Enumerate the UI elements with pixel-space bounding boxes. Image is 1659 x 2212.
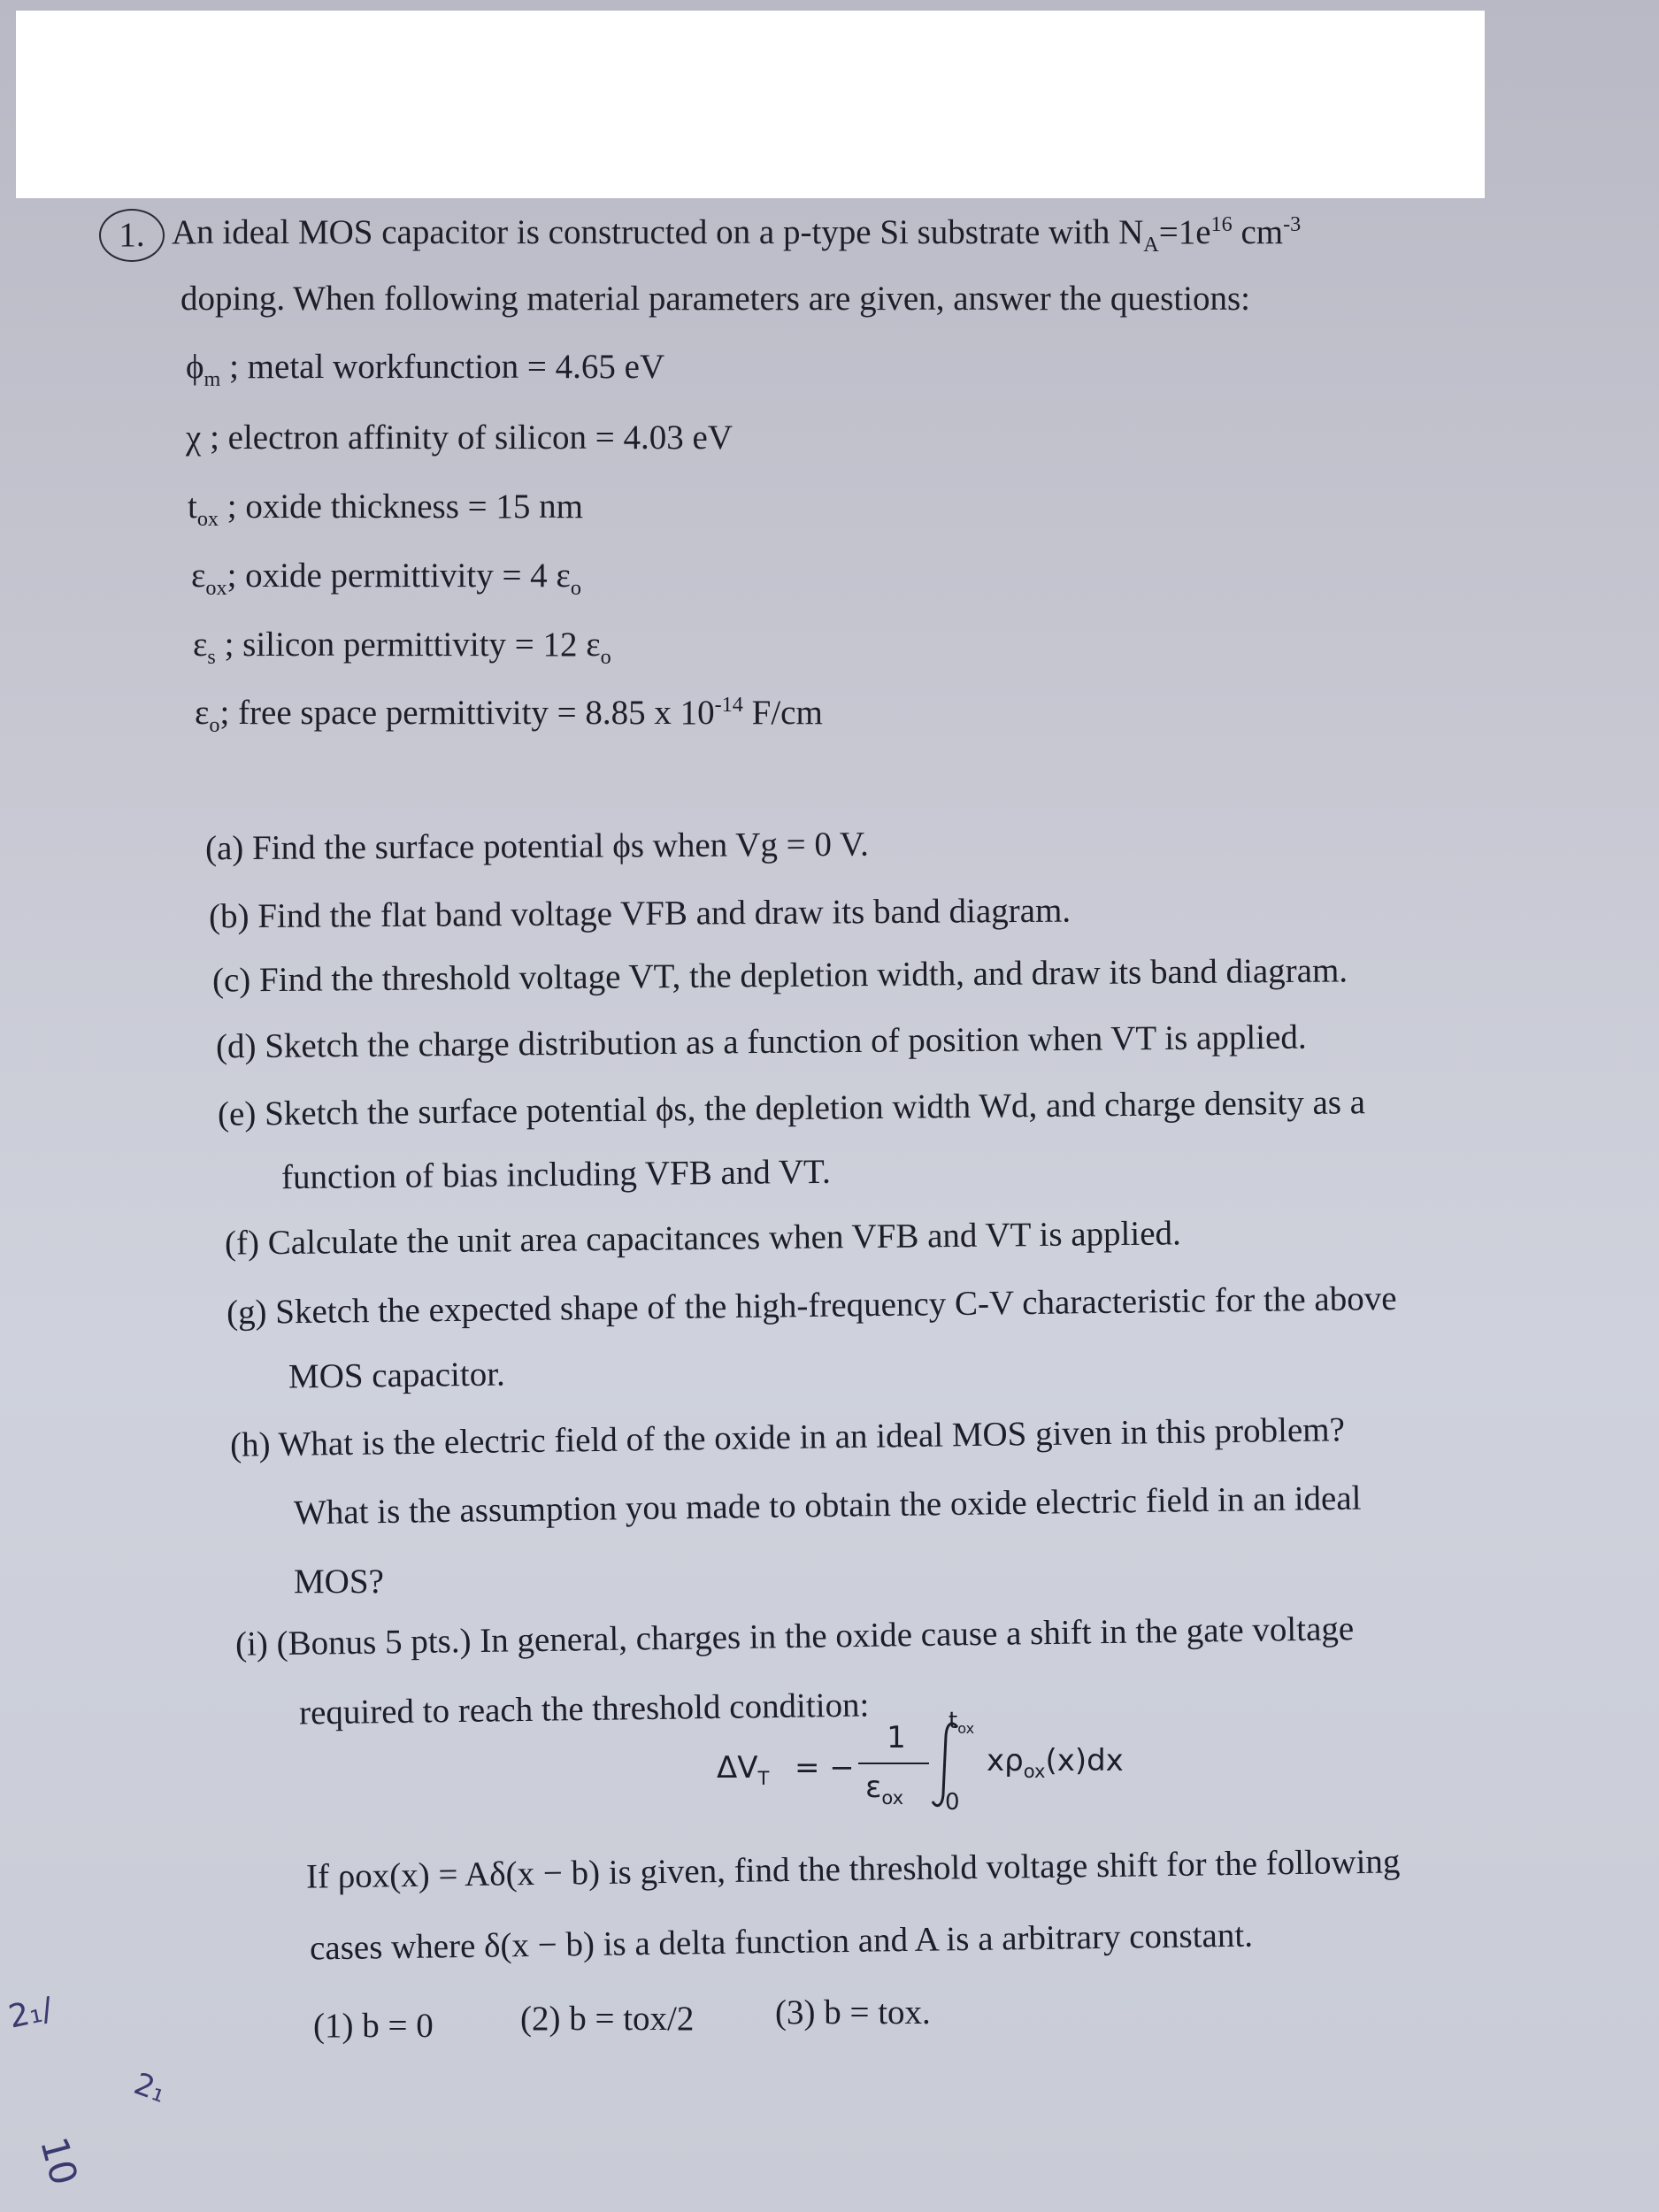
formula-integrand: $x\rho_{ox}(x)dx$ [987,1743,1124,1782]
case-1: (1) b = 0 [313,2007,434,2045]
redaction-box [16,11,1485,198]
question-h-line-1: (h) What is the electric field of the oxide in an ideal MOS given in this problem? [229,1410,1346,1464]
question-a: (a) Find the surface potential ϕs when Vg = 0 V. [204,825,869,868]
question-e-line-2: function of bias including VFB and VT. [280,1152,831,1197]
formula-equals: = − [795,1750,855,1786]
threshold-shift-formula [717,1708,1177,1816]
case-3: (3) b = tox. [775,1993,931,2032]
param-oxide-permittivity: $\varepsilon_{ox}$; oxide permittivity = 4 $\varepsilon_o$ [191,557,581,600]
param-silicon-permittivity: $\varepsilon_s$ ; silicon permittivity = 12 $\varepsilon_o$ [193,626,611,669]
question-h-line-3: MOS? [294,1563,384,1601]
handwritten-mark-3: 10 [32,2132,87,2190]
problem-intro-line-2: doping. When following material parameters are given, answer the questions: [180,280,1250,318]
problem-number: 1. [99,209,165,262]
question-g-line-2: MOS capacitor. [288,1355,506,1396]
formula-lhs: $\Delta V_T$ [717,1750,770,1789]
formula-numerator: 1 [887,1720,906,1755]
cases-line-2: cases where δ(x − b) is a delta function and A is a arbitrary constant. [309,1916,1254,1968]
question-f: (f) Calculate the unit area capacitances when VFB and VT is applied. [224,1214,1182,1263]
formula-fraction-bar [858,1763,929,1764]
question-e-line-1: (e) Sketch the surface potential ϕs, the depletion width Wd, and charge density as a [217,1083,1366,1133]
cases-line-1: If ρox(x) = Aδ(x − b) is given, find the threshold voltage shift for the following [305,1842,1401,1896]
question-i-line-1: (i) (Bonus 5 pts.) In general, charges in the oxide cause a shift in the gate voltage [234,1609,1355,1663]
question-i-line-2: required to reach the threshold condition: [298,1686,870,1732]
question-g-line-1: (g) Sketch the expected shape of the high-frequency C-V characteristic for the above [226,1279,1397,1333]
question-b: (b) Find the flat band voltage VFB and draw its band diagram. [208,891,1071,936]
problem-intro-line-1: 1. An ideal MOS capacitor is constructed on a p-type Si substrate with $N_A=1e^{16}$ $cm^{-3}$ [99,209,1301,262]
integral-upper-limit: $t_{ox}$ [949,1708,975,1738]
param-metal-workfunction: $\phi_m$ ; metal workfunction = 4.65 eV [186,348,665,391]
question-d: (d) Sketch the charge distribution as a function of position when VT is applied. [215,1018,1307,1066]
param-oxide-thickness: $t_{ox}$ ; oxide thickness = 15 nm [188,488,583,531]
case-2: (2) b = tox/2 [520,2000,695,2038]
question-h-line-2: What is the assumption you made to obtain the oxide electric field in an ideal [293,1479,1362,1532]
formula-denominator: $\varepsilon_{ox}$ [865,1770,904,1809]
integral-lower-limit: 0 [945,1789,960,1816]
param-free-space-permittivity: $\varepsilon_o$; free space permittivity = 8.85 x $10^{-14}$ F/cm [195,693,823,737]
handwritten-mark-1: 2₁/ [5,1991,57,2036]
param-electron-affinity: χ ; electron affinity of silicon = 4.03 eV [186,419,733,457]
question-c: (c) Find the threshold voltage VT, the depletion width, and draw its band diagram. [211,951,1348,1000]
handwritten-mark-2: 2₁ [129,2066,172,2110]
